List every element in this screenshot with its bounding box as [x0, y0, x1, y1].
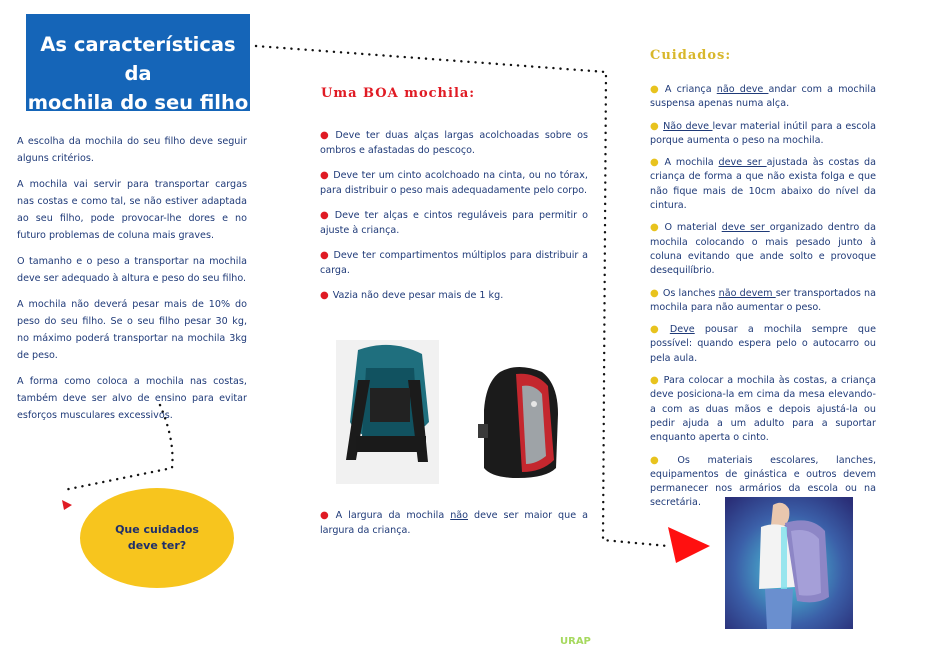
list-item: ● Deve ter duas alças largas acolchoadas sobre os ombros e afastadas do pescoço. [320, 130, 588, 156]
small-arrow-icon [62, 500, 72, 510]
callout-line-1: Que cuidados [115, 523, 199, 536]
list-item: ● Deve ter compartimentos múltiplos para distribuir a carga. [320, 250, 589, 276]
boa-list [320, 129, 588, 315]
backpack-back-image [336, 340, 439, 484]
list-item: ● Deve pousar a mochila sempre que possível: quando espera pelo o autocarro ou pela aula. [650, 324, 876, 364]
callout-line-2: deve ter? [127, 539, 187, 552]
bullet-icon: ● [650, 157, 661, 169]
bullet-icon: ● [650, 287, 659, 299]
page-title [26, 14, 250, 114]
backpack-front-image [470, 364, 566, 482]
cuidados-list [650, 83, 876, 519]
list-item: ● Para colocar a mochila às costas, a criança deve posiciona-la em cima da mesa elevando-a com as duas mãos e depois ajustá-la ou pedir ajuda a um adulto para a suportar enquanto aperta o cinto. [650, 375, 876, 444]
title-line-1: As características da [40, 33, 236, 85]
bullet-icon: ● [320, 210, 331, 221]
bullet-icon: ● [320, 250, 330, 261]
child-backpack-image [725, 497, 853, 629]
list-item: ● Deve ter alças e cintos reguláveis para permitir o ajuste à criança. [320, 210, 588, 236]
intro-paragraph: A mochila não deverá pesar mais de 10% do peso do seu filho. Se o seu filho pesar 30 kg, no máximo poderá transportar na mochila 3kg de peso. [17, 299, 247, 361]
intro-paragraph: O tamanho e o peso a transportar na mochila deve ser adequado à altura e peso do seu filho. [17, 256, 247, 284]
bullet-icon: ● [650, 222, 661, 234]
boa-last-item: ● A largura da mochila não deve ser maior que a largura da criança. [320, 510, 588, 536]
list-item: ● Não deve levar material inútil para a escola porque aumenta o peso na mochila. [650, 120, 876, 146]
boa-heading: Uma BOA mochila: [321, 86, 476, 101]
bullet-icon: ● [650, 375, 660, 387]
large-arrow-icon [668, 527, 710, 563]
bullet-icon: ● [650, 454, 674, 466]
footer-logo-text: URAP [560, 636, 591, 647]
bullet-icon: ● [650, 84, 661, 95]
bullet-icon: ● [650, 120, 660, 132]
intro-paragraph: A forma como coloca a mochila nas costas, também deve ser alvo de ensino para evitar esforços musculares excessivos. [17, 376, 247, 421]
callout-oval [80, 488, 234, 588]
list-item: ● Deve ter um cinto acolchoado na cinta, ou no tórax, para distribuir o peso mais adequadamente pelo corpo. [320, 170, 588, 196]
bullet-icon: ● [320, 170, 330, 181]
list-item: ● Os lanches não devem ser transportados na mochila para não aumentar o peso. [650, 287, 876, 313]
list-item: ● O material deve ser organizado dentro da mochila colocando o mais pesado junto à coluna evitando que ande solto e provoque desequilíbrio. [650, 222, 876, 277]
intro-paragraph: A escolha da mochila do seu filho deve seguir alguns critérios. [17, 136, 247, 164]
list-item: ● A mochila deve ser ajustada às costas da criança de forma a que não exista folga e que não fique mais de 10cm abaixo do nível da cintura. [650, 157, 876, 212]
bullet-icon: ● [650, 324, 666, 336]
bullet-icon: ● [320, 130, 332, 141]
title-line-2: mochila do seu filho [27, 91, 249, 114]
bullet-icon: ● [320, 290, 329, 301]
cuidados-heading: Cuidados: [650, 48, 732, 63]
intro-text [17, 133, 247, 433]
list-item: ● Vazia não deve pesar mais de 1 kg. [320, 290, 504, 301]
list-item: ● A criança não deve andar com a mochila suspensa apenas numa alça. [650, 84, 876, 110]
bullet-icon: ● [320, 510, 332, 521]
intro-paragraph: A mochila vai servir para transportar cargas nas costas e como tal, se não estiver adaptada ao seu filho, pode provocar-lhe dores e no futuro problemas de coluna mais graves. [17, 179, 247, 241]
list-item: ● Os materiais escolares, lanches, equipamentos de ginástica e outros devem permanecer nos armários da escola ou na secretária. [650, 454, 876, 509]
